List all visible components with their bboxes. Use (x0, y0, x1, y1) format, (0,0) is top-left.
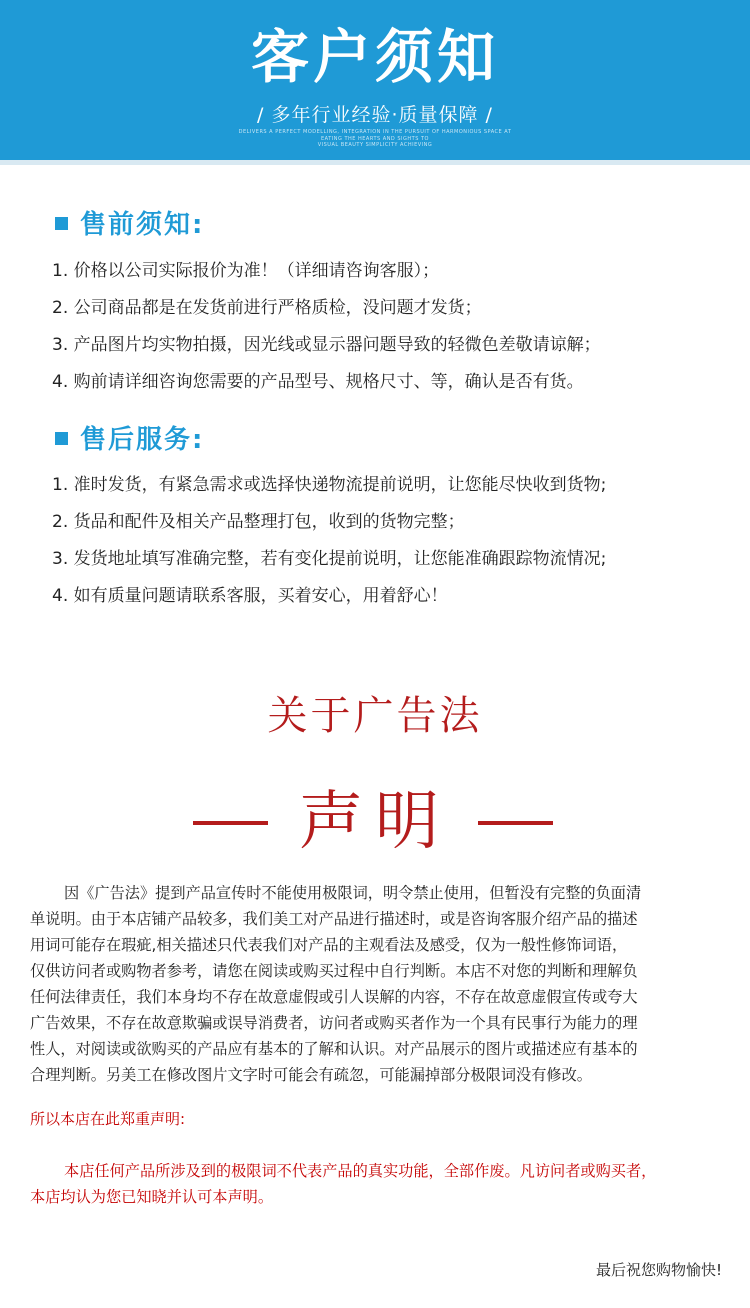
list-item: 3. 产品图片均实物拍摄，因光线或显示器问题导致的轻微色差敬请谅解； (52, 335, 601, 355)
list-item: 4. 购前请详细咨询您需要的产品型号、规格尺寸、等，确认是否有货。 (52, 372, 584, 392)
list-item: 3. 发货地址填写准确完整，若有变化提前说明，让您能准确跟踪物流情况; (52, 549, 607, 569)
paragraph-line: 广告效果，不存在故意欺骗或误导消费者，访问者或购买者作为一个具有民事行为能力的理 (30, 1014, 638, 1032)
header-banner (0, 0, 750, 165)
bullet-square-icon (55, 217, 68, 230)
disclaimer-paragraph (30, 880, 722, 1088)
aftersale-heading-text: 售后服务: (80, 424, 205, 455)
aftersale-list (52, 467, 742, 615)
presale-heading-text: 售前须知: (80, 209, 205, 240)
list-item: 1. 准时发货，有紧急需求或选择快递物流提前说明，让您能尽快收到货物; (52, 475, 607, 495)
list-item: 2. 货品和配件及相关产品整理打包，收到的货物完整； (52, 512, 465, 532)
notice-heading: 所以本店在此郑重声明: (30, 1110, 186, 1128)
banner-title: 客户须知 (250, 23, 499, 91)
aftersale-heading (55, 419, 204, 455)
ad-law-title: 关于广告法 (267, 693, 483, 739)
paragraph-line: 任何法律责任，我们本身均不存在故意虚假或引人误解的内容，不存在故意虚假宣传或夸大 (30, 988, 638, 1006)
presale-list (52, 253, 742, 401)
list-item: 2. 公司商品都是在发货前进行严格质检，没问题才发货； (52, 298, 482, 318)
declaration-heading (0, 782, 750, 862)
notice-paragraph (30, 1158, 730, 1210)
paragraph-line: 合理判断。另美工在修改图片文字时可能会有疏忽，可能漏掉部分极限词没有修改。 (30, 1066, 592, 1084)
declaration-text: 声明 (299, 785, 451, 859)
paragraph-line: 仅供访问者或购物者参考，请您在阅读或购买过程中自行判断。本店不对您的判断和理解负 (30, 962, 638, 980)
presale-heading (55, 204, 204, 240)
banner-fine-print-2 (0, 136, 750, 148)
banner-fine-print-1: DELIVERS A PERFECT MODELLING, INTEGRATION IN THE PURSUIT OF HARMONIOUS SPACE AT (238, 129, 512, 135)
notice-line: 本店均认为您已知晓并认可本声明。 (30, 1188, 273, 1206)
list-item: 4. 如有质量问题请联系客服，买着安心，用着舒心！ (52, 586, 448, 606)
banner-subtitle: / 多年行业经验·质量保障 / (257, 104, 493, 126)
right-dash-divider (478, 821, 553, 825)
list-item: 1. 价格以公司实际报价为准！（详细请咨询客服）； (52, 261, 440, 281)
paragraph-line: 单说明。由于本店铺产品较多，我们美工对产品进行描述时，或是咨询客服介绍产品的描述 (30, 910, 638, 928)
closing-greeting: 最后祝您购物愉快! (595, 1261, 722, 1279)
banner-fine-print-2a: EATING THE HEARTS AND SIGHTS TO (321, 136, 429, 142)
notice-line: 本店任何产品所涉及到的极限词不代表产品的真实功能，全部作废。凡访问者或购买者， (64, 1162, 657, 1180)
paragraph-line: 因《广告法》提到产品宣传时不能使用极限词，明令禁止使用，但暂没有完整的负面清 (64, 884, 642, 902)
paragraph-line: 性人，对阅读或欲购买的产品应有基本的了解和认识。对产品展示的图片或描述应有基本的 (30, 1040, 638, 1058)
banner-fine-print-2b: VISUAL BEAUTY SIMPLICITY ACHIEVING (317, 142, 433, 148)
paragraph-line: 用词可能存在瑕疵,相关描述只代表我们对产品的主观看法及感受，仅为一般性修饰词语， (30, 936, 628, 954)
bullet-square-icon (55, 432, 68, 445)
